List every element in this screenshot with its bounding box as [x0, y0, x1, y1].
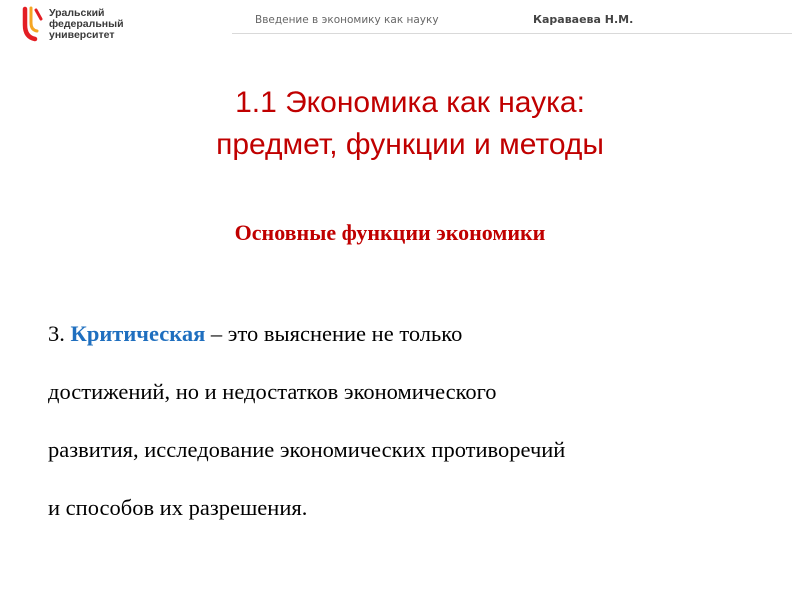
course-name: Введение в экономику как науку: [255, 14, 439, 26]
logo-line-3: университет: [49, 29, 115, 41]
section-subtitle: Основные функции экономики: [234, 220, 546, 245]
body-text: [48, 305, 788, 537]
slide-title: [0, 82, 800, 166]
body-line-1: [48, 305, 788, 363]
header-divider: [232, 33, 792, 34]
logo-line-2: федеральный: [49, 18, 124, 30]
body-line-2: достижений, но и недостатков экономического: [48, 379, 497, 404]
body-line-4: и способов их разрешения.: [48, 495, 308, 520]
logo-text: [49, 8, 124, 41]
slide-title-line-2: предмет, функции и методы: [216, 128, 604, 161]
item-number: 3.: [48, 321, 71, 346]
slide-title-line-1: 1.1 Экономика как наука:: [235, 86, 585, 119]
body-line-3: развития, исследование экономических противоречий: [48, 437, 566, 462]
university-logo: [22, 6, 142, 44]
ural-university-logo-icon: [22, 6, 44, 44]
body-line-1-rest: – это выяснение не только: [205, 321, 463, 346]
author-name: Караваева Н.М.: [533, 13, 634, 26]
logo-line-1: Уральский: [49, 7, 105, 19]
function-term: Критическая: [70, 321, 206, 346]
